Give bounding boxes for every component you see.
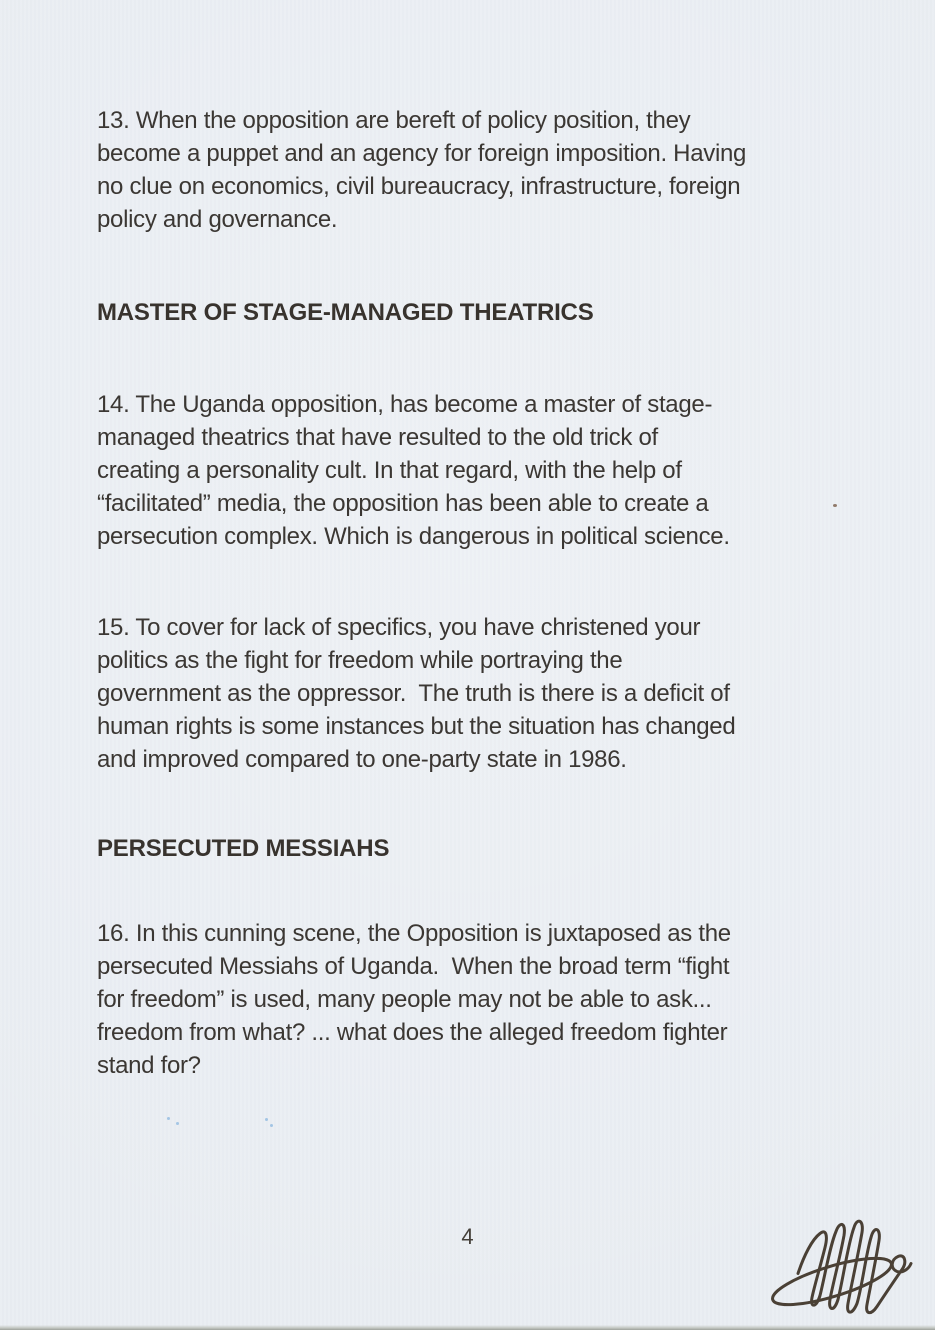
text-line: persecution complex. Which is dangerous in political science. bbox=[97, 523, 730, 550]
document-body bbox=[97, 104, 822, 1082]
handwritten-signature bbox=[758, 1210, 933, 1325]
text-line: become a puppet and an agency for foreign imposition. Having bbox=[97, 140, 747, 167]
text-line: 14. The Uganda opposition, has become a master of stage- bbox=[97, 391, 713, 418]
text-line: and improved compared to one-party state in 1986. bbox=[97, 746, 627, 773]
text-line: 15. To cover for lack of specifics, you have christened your bbox=[97, 614, 701, 641]
text-line: for freedom” is used, many people may not be able to ask... bbox=[97, 986, 712, 1013]
text-line: government as the oppressor. The truth is there is a deficit of bbox=[97, 680, 730, 707]
text-line: creating a personality cult. In that regard, with the help of bbox=[97, 457, 682, 484]
scan-speck bbox=[167, 1117, 170, 1120]
text-line: 13. When the opposition are bereft of policy position, they bbox=[97, 107, 691, 134]
scan-speck bbox=[270, 1124, 273, 1127]
heading-master-of-stage-managed-theatrics: MASTER OF STAGE-MANAGED THEATRICS bbox=[97, 299, 594, 326]
text-line: human rights is some instances but the situation has changed bbox=[97, 713, 736, 740]
text-line: “facilitated” media, the opposition has been able to create a bbox=[97, 490, 709, 517]
heading-persecuted-messiahs: PERSECUTED MESSIAHS bbox=[97, 835, 390, 862]
paragraph-13 bbox=[97, 104, 822, 236]
paragraph-16 bbox=[97, 917, 822, 1082]
text-line: stand for? bbox=[97, 1052, 201, 1079]
scan-speck bbox=[176, 1122, 179, 1125]
scan-edge-shadow bbox=[0, 1325, 935, 1330]
text-line: politics as the fight for freedom while portraying the bbox=[97, 647, 623, 674]
page-number: 4 bbox=[461, 1224, 474, 1249]
text-line: no clue on economics, civil bureaucracy, infrastructure, foreign bbox=[97, 173, 741, 200]
scan-speck bbox=[833, 504, 837, 507]
text-line: 16. In this cunning scene, the Opposition is juxtaposed as the bbox=[97, 920, 731, 947]
text-line: managed theatrics that have resulted to the old trick of bbox=[97, 424, 658, 451]
text-line: persecuted Messiahs of Uganda. When the broad term “fight bbox=[97, 953, 730, 980]
text-line: freedom from what? ... what does the alleged freedom fighter bbox=[97, 1019, 728, 1046]
text-line: policy and governance. bbox=[97, 206, 338, 233]
scan-speck bbox=[265, 1118, 268, 1121]
paragraph-15 bbox=[97, 611, 822, 776]
signature-scribble-icon bbox=[758, 1210, 933, 1325]
paragraph-14 bbox=[97, 388, 822, 553]
